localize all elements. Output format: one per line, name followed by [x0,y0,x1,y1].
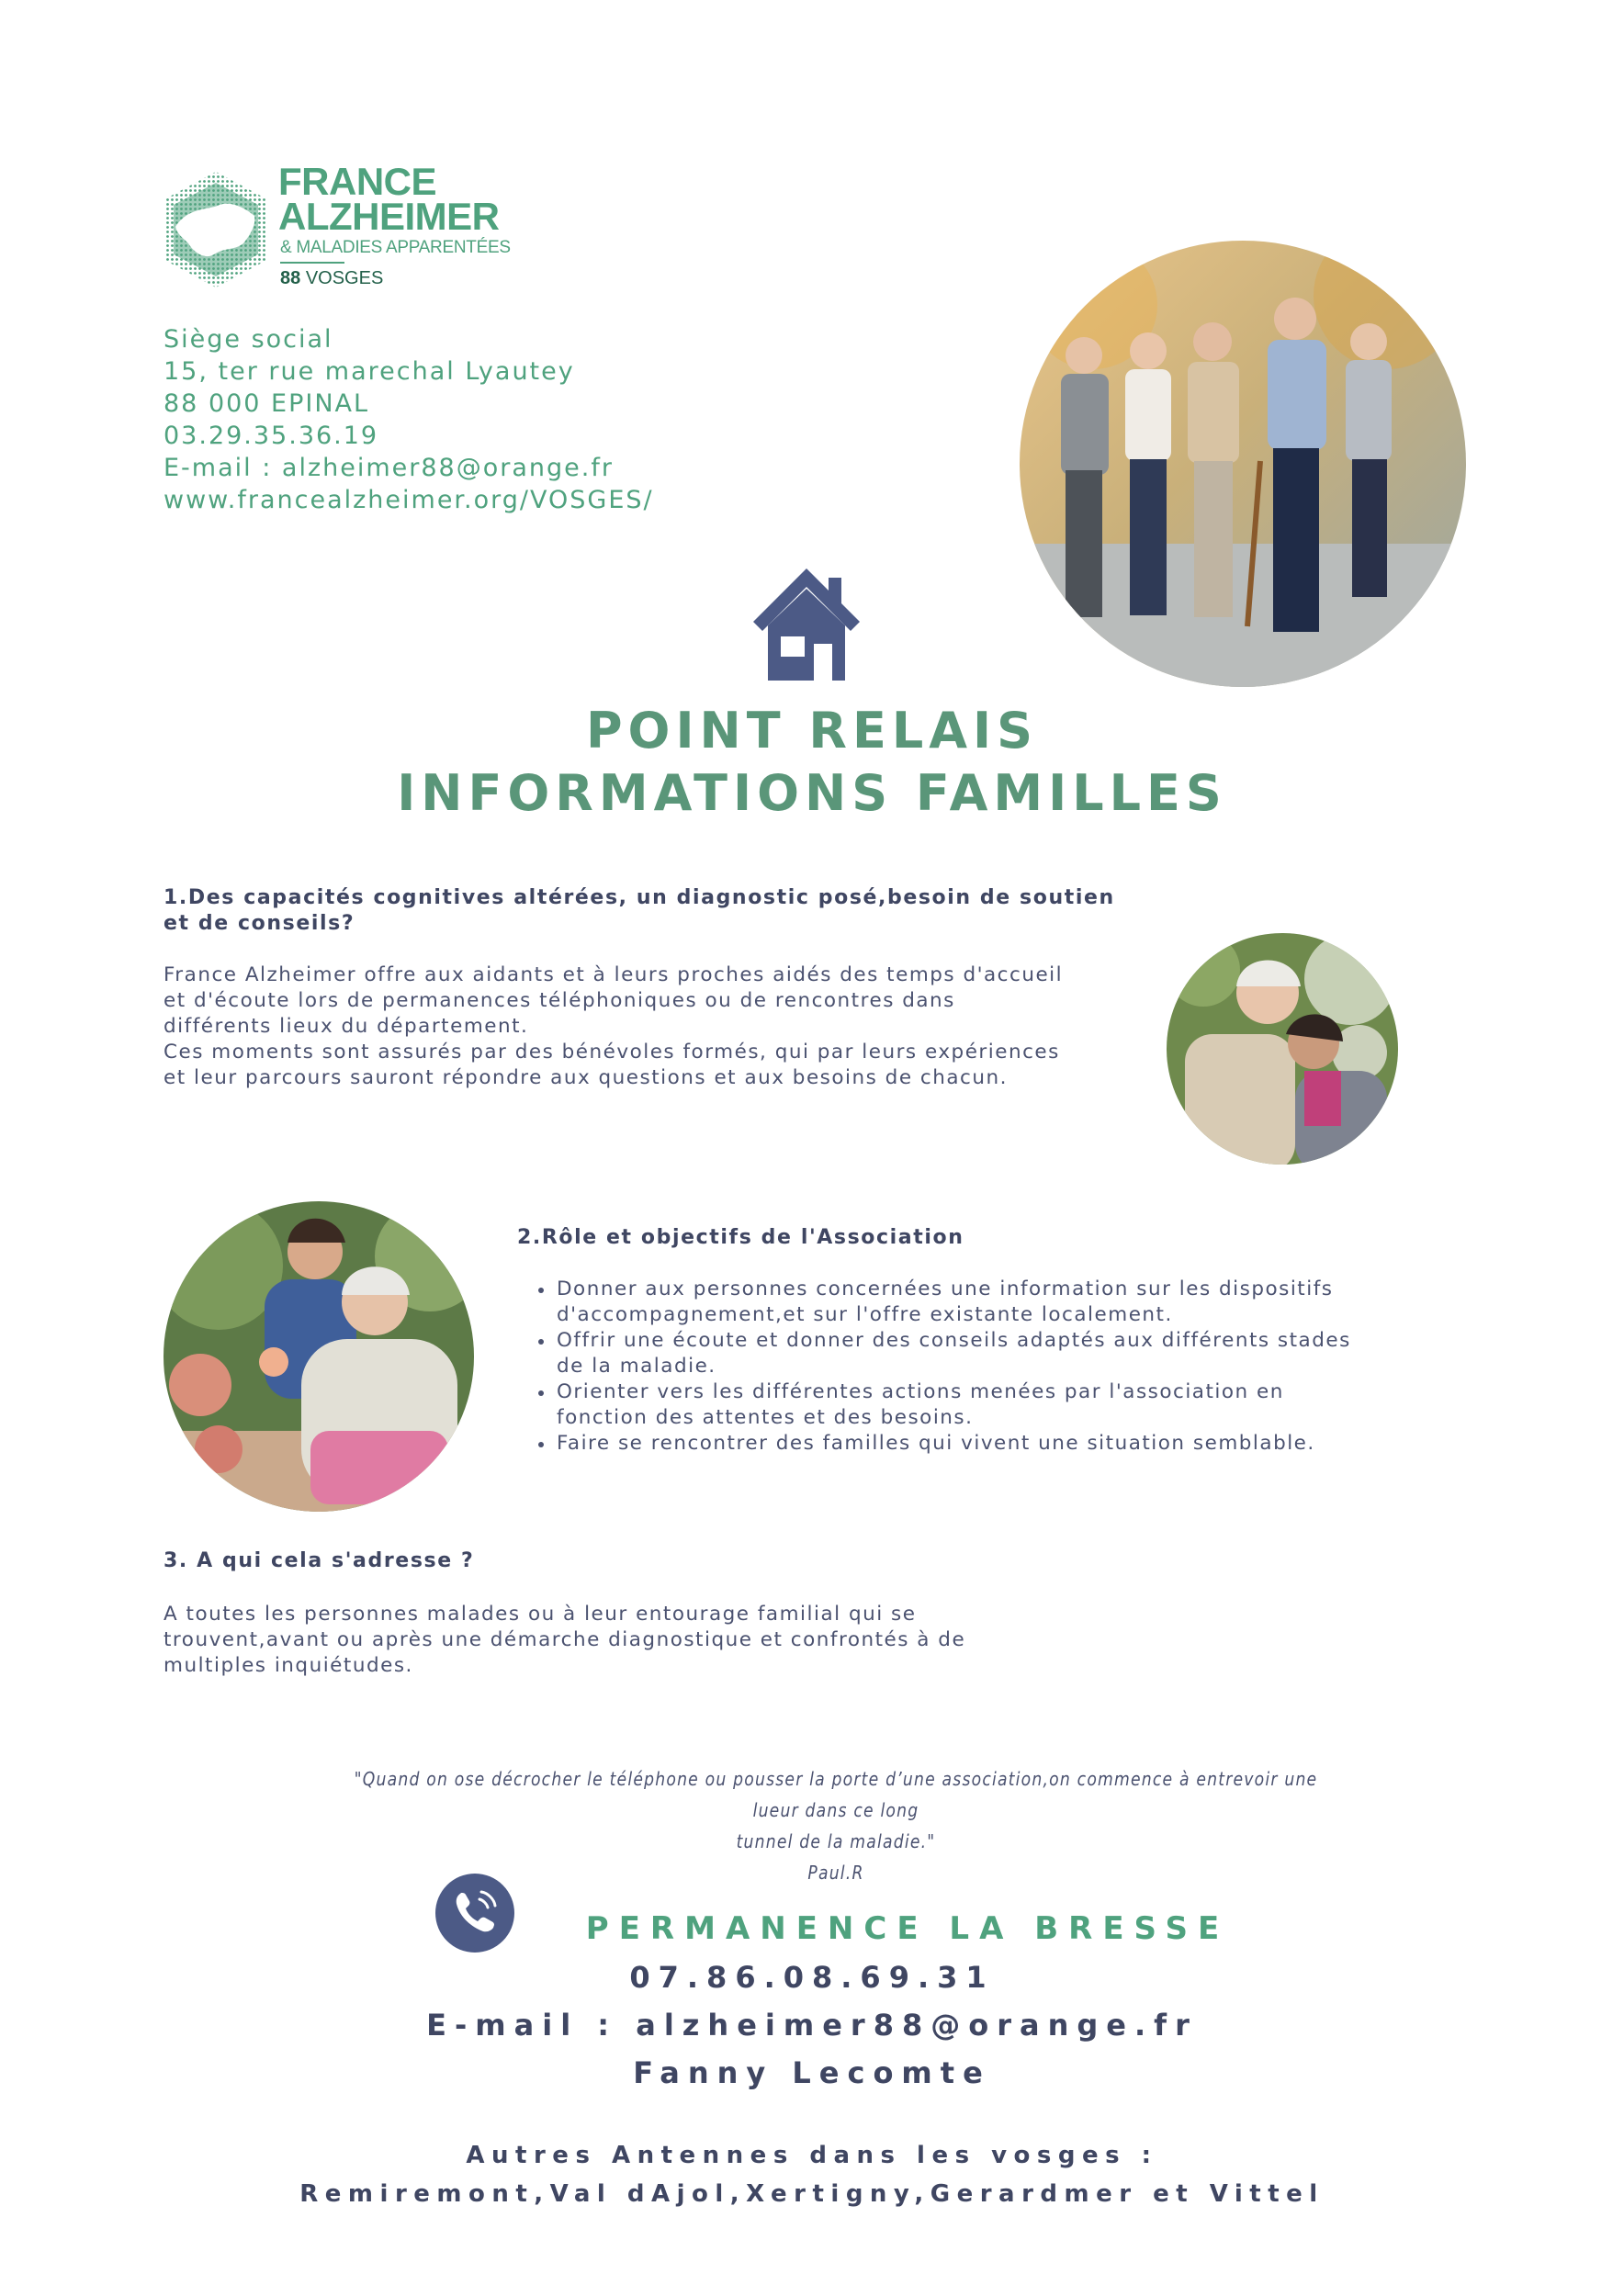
section3-line: A toutes les personnes malades ou à leur entourage familial qui se [164,1603,917,1626]
antennes-label: Autres Antennes dans les vosges : [466,2142,1158,2169]
bullet-line: Offrir une écoute et donner des conseils adaptés aux différents stades [557,1329,1351,1352]
bullet-line: Orienter vers les différentes actions menées par l'association en [557,1380,1284,1403]
photo-caregiver-elderly [164,1201,474,1512]
quote-line-2: tunnel de la maladie." [736,1830,936,1852]
section3-line: trouvent,avant ou après une démarche diagnostique et confrontés à de [164,1628,966,1651]
section3-text [164,1602,1082,1679]
bullet-line: fonction des attentes et des besoins. [557,1406,974,1429]
logo [161,161,547,298]
address-email[interactable]: E-mail : alzheimer88@orange.fr [164,454,614,482]
section1-line: et leur parcours sauront répondre aux questions et aux besoins de chacun. [164,1066,1008,1089]
list-item [533,1379,1451,1431]
permanence-title: PERMANENCE LA BRESSE [585,1910,1230,1947]
logo-dept-number: 88 [280,268,301,288]
section3-line: multiples inquiétudes. [164,1654,413,1677]
logo-dept-name: VOSGES [305,268,384,288]
list-item [533,1277,1451,1328]
photo-seniors-walking [1020,241,1466,687]
bullet-line: d'accompagnement,et sur l'offre existante localement. [557,1303,1173,1326]
bullet-line: Donner aux personnes concernées une information sur les dispositifs [557,1277,1334,1300]
section1-heading [164,885,1119,937]
title-line-1: POINT RELAIS [585,702,1039,760]
section1-line: Ces moments sont assurés par des bénévoles formés, qui par leurs expériences [164,1041,1060,1064]
permanence-email[interactable]: E-mail : alzheimer88@orange.fr [426,2008,1198,2043]
house-icon [750,565,863,682]
address-block [164,323,654,516]
section3-heading: 3. A qui cela s'adresse ? [164,1549,475,1572]
list-item [533,1328,1451,1379]
address-phone[interactable]: 03.29.35.36.19 [164,422,379,450]
testimonial-quote [354,1763,1317,1888]
photo-couple-hugging [1167,933,1398,1165]
antennes-list: Remiremont,Val dAjol,Xertigny,Gerardmer et Vittel [299,2180,1325,2208]
section1-line: et d'écoute lors de permanences téléphoniques ou de rencontres dans [164,989,955,1012]
logo-line-alzheimer: ALZHEIMER [278,195,500,238]
logo-department [280,268,383,289]
page-title [0,700,1624,825]
section1-heading-line-2: et de conseils? [164,912,355,935]
section1-line: France Alzheimer offre aux aidants et à leurs proches aidés des temps d'accueil [164,963,1064,986]
address-label: Siège social [164,325,333,354]
logo-divider [280,262,344,264]
section2-heading: 2.Rôle et objectifs de l'Association [517,1226,964,1249]
section1-line: différents lieux du département. [164,1015,529,1038]
logo-line-maladies: & MALADIES APPARENTÉES [280,238,511,257]
bullet-line: de la maladie. [557,1355,716,1378]
section1-text [164,962,1156,1091]
address-street: 15, ter rue marechal Lyautey [164,357,575,386]
vosges-map-logo-icon [161,170,271,289]
bullet-line: Faire se rencontrer des familles qui vivent une situation semblable. [557,1432,1315,1455]
quote-line-1: "Quand on ose décrocher le téléphone ou pousser la porte d’une association,on commence à entrevoir une lueur dans ce long [354,1768,1318,1821]
address-city: 88 000 EPINAL [164,389,370,418]
quote-author: Paul.R [807,1862,864,1884]
permanence-phone[interactable]: 07.86.08.69.31 [629,1960,995,1995]
address-website[interactable]: www.francealzheimer.org/VOSGES/ [164,486,654,514]
list-item [533,1431,1451,1457]
title-line-2: INFORMATIONS FAMILLES [397,764,1227,822]
section2-bullet-list [533,1277,1451,1457]
logo-line-france: FRANCE [278,160,436,203]
section1-heading-line-1: 1.Des capacités cognitives altérées, un diagnostic posé,besoin de soutien [164,886,1115,909]
permanence-contact-name: Fanny Lecomte [633,2055,991,2090]
